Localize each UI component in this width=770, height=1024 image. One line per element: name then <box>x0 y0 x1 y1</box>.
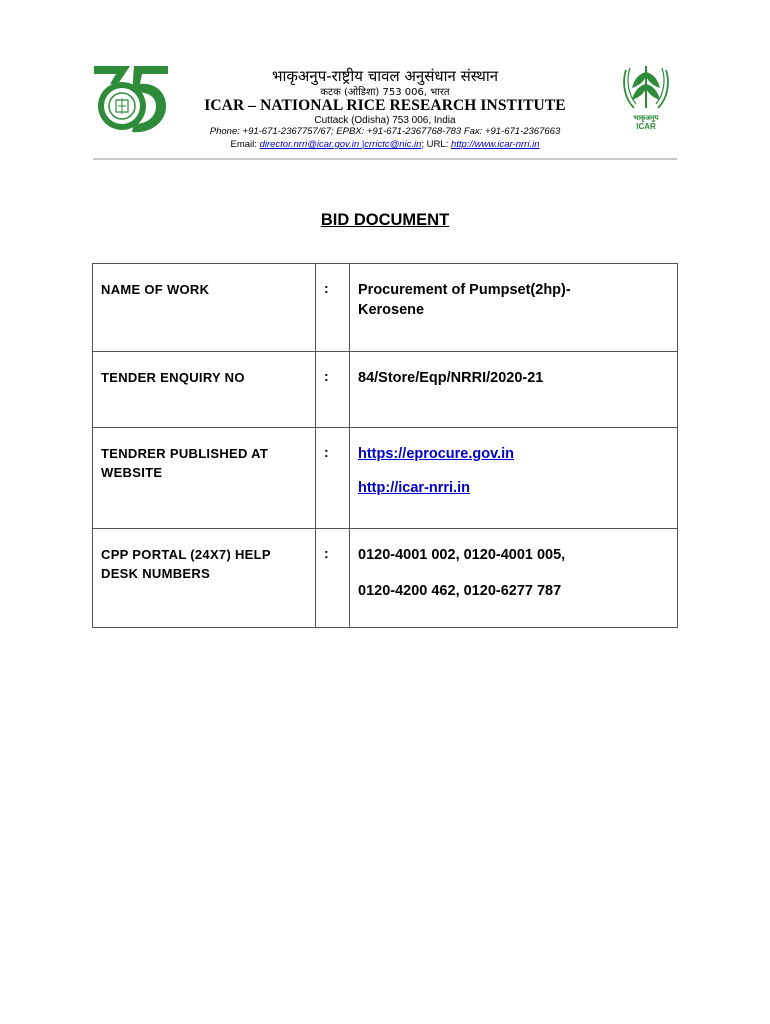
icar-logo-text: ICAR <box>636 122 656 131</box>
separator-colon: : <box>316 428 350 529</box>
label-helpdesk-numbers <box>93 529 316 628</box>
label-tender-enquiry-no: TENDER ENQUIRY NO <box>93 352 316 428</box>
table-row <box>93 529 678 628</box>
letterhead <box>0 0 770 170</box>
helpdesk-numbers-line1: 0120-4001 002, 0120-4001 005, <box>358 547 566 563</box>
separator-colon: : <box>316 529 350 628</box>
phone-line: Phone: +91-671-2367757/67; EPBX: +91-671-2367768-783 Fax: +91-671-2367663 <box>209 126 561 137</box>
label-helpdesk-line2: DESK NUMBERS <box>101 566 211 581</box>
institute-name: ICAR – NATIONAL RICE RESEARCH INSTITUTE <box>204 97 566 114</box>
email-label: Email: <box>230 139 260 150</box>
label-published-line1: TENDRER PUBLISHED AT <box>101 446 269 461</box>
url-label: ; URL: <box>421 139 451 150</box>
email-separator: | <box>359 139 365 150</box>
table-row <box>93 428 678 529</box>
institute-address: Cuttack (Odisha) 753 006, India <box>314 115 456 126</box>
icar-logo-hindi: भाकृअनुप <box>633 114 659 122</box>
work-name-line2: Kerosene <box>358 302 425 318</box>
institute-hindi-name: भाकृअनुप-राष्ट्रीय चावल अनुसंधान संस्थान <box>271 67 499 85</box>
contact-line <box>180 139 590 150</box>
email-ctc-link[interactable]: crrictc@nic.in <box>364 139 422 150</box>
value-published-website <box>350 428 678 529</box>
work-name-line1: Procurement of Pumpset(2hp)- <box>358 282 571 298</box>
separator-colon: : <box>316 352 350 428</box>
separator-colon: : <box>316 264 350 352</box>
label-published-line2: WEBSITE <box>101 465 163 480</box>
icar-75-years-logo <box>90 62 172 136</box>
eprocure-link[interactable]: https://eprocure.gov.in <box>358 446 515 462</box>
email-director-link[interactable]: director.nrri@icar.gov.in <box>259 139 360 150</box>
helpdesk-numbers-line2: 0120-4200 462, 0120-6277 787 <box>358 583 562 599</box>
value-helpdesk-numbers <box>350 529 678 628</box>
table-row <box>93 352 678 428</box>
bid-info-table <box>92 263 678 628</box>
label-helpdesk-line1: CPP PORTAL (24X7) HELP <box>101 547 271 562</box>
icar-logo <box>620 62 672 132</box>
label-published-website <box>93 428 316 529</box>
document-title: BID DOCUMENT <box>320 211 450 229</box>
icar-nrri-link[interactable]: http://icar-nrri.in <box>358 480 470 496</box>
label-name-of-work: NAME OF WORK <box>93 264 316 352</box>
value-name-of-work <box>350 264 678 352</box>
header-divider <box>93 158 677 160</box>
value-tender-enquiry-no: 84/Store/Eqp/NRRI/2020-21 <box>350 352 678 428</box>
table-row <box>93 264 678 352</box>
website-link[interactable]: http://www.icar-nrri.in <box>450 139 540 150</box>
institute-hindi-address: कटक (ओडिशा) 753 006, भारत <box>320 87 450 98</box>
